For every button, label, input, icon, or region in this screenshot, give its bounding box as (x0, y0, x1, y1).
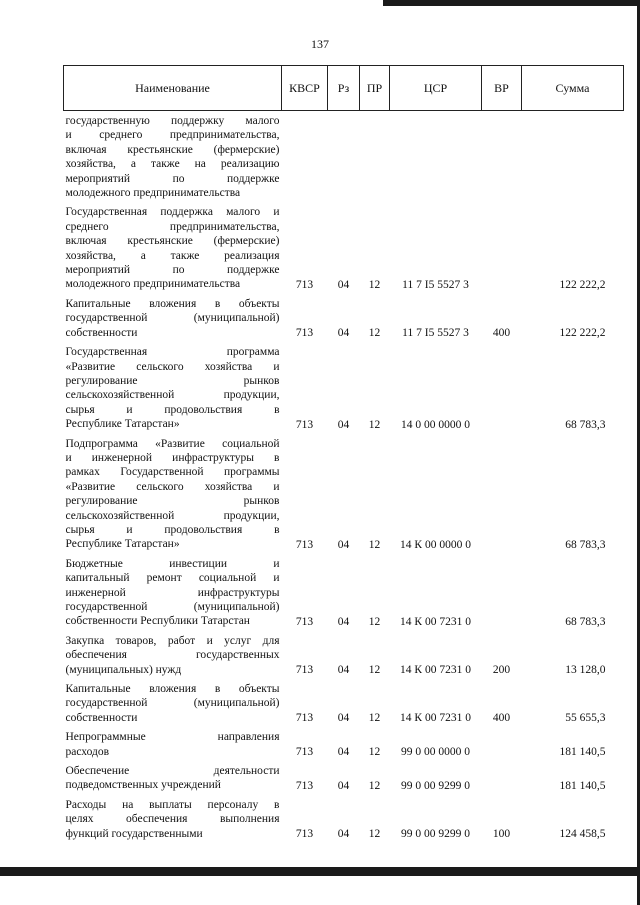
row-name-line: государственной (муниципальной) (65, 697, 280, 710)
row-csr-cell: 99 0 00 9299 0 (401, 828, 470, 841)
row-name-line: собственности (65, 326, 138, 339)
row-kvsr-cell: 713 (295, 712, 314, 725)
row-name-cell (64, 111, 282, 203)
row-name-cell (64, 434, 282, 554)
row-name-line: Государственная программа (65, 346, 280, 359)
row-name-line: «Развитие сельского хозяйства и (65, 480, 280, 493)
row-sum-cell: 122 222,2 (559, 278, 606, 291)
row-name-cell (64, 631, 282, 679)
row-pr-cell: 12 (368, 828, 381, 841)
row-name-line: подведомственных учреждений (65, 779, 221, 792)
table-row (64, 679, 624, 727)
row-name-line: обеспечения государственных (65, 649, 280, 662)
row-name-line: хозяйства, а также на реализацию (65, 158, 280, 171)
row-name-line: Капитальные вложения в объекты (65, 683, 280, 696)
row-name-line: мероприятий по поддержке (65, 264, 280, 277)
row-pr-cell: 12 (368, 746, 381, 759)
row-vr-cell (482, 202, 522, 293)
table-row (64, 554, 624, 631)
row-name-line: Подпрограмма «Развитие социальной (65, 437, 280, 450)
row-csr-cell: 11 7 I5 5527 3 (402, 327, 469, 340)
row-name-line: инженерной инфраструктуры (65, 586, 280, 599)
row-name-line: Государственная поддержка малого и (65, 206, 280, 219)
row-sum-cell: 181 140,5 (559, 746, 606, 759)
table-row (64, 434, 624, 554)
row-name-line: сырья и продовольствия в (65, 523, 280, 536)
row-csr-cell: 14 К 00 7231 0 (400, 664, 471, 677)
row-pr-cell: 12 (368, 538, 381, 551)
row-pr-cell: 12 (368, 712, 381, 725)
row-name-line: Республике Татарстан» (65, 538, 180, 551)
row-sum-cell: 55 655,3 (565, 712, 606, 725)
row-kvsr-cell: 713 (295, 746, 314, 759)
row-name-line: регулирование рынков (65, 495, 280, 508)
row-rz-cell: 04 (337, 278, 350, 291)
row-sum-cell (522, 111, 624, 203)
table-row (64, 795, 624, 843)
row-name-line: Расходы на выплаты персоналу в (65, 798, 280, 811)
row-name-line: молодежного предпринимательства (65, 187, 241, 200)
row-name-line: мероприятий по поддержке (65, 172, 280, 185)
header-sum: Сумма (522, 66, 624, 111)
row-name-line: регулирование рынков (65, 374, 280, 387)
row-pr-cell: 12 (368, 418, 381, 431)
row-vr-cell (482, 434, 522, 554)
row-rz-cell: 04 (337, 746, 350, 759)
row-name-line: включая крестьянские (фермерские) (65, 235, 280, 248)
row-kvsr-cell: 713 (295, 538, 314, 551)
row-csr-cell: 14 К 00 7231 0 (400, 712, 471, 725)
row-csr-cell: 14 К 00 0000 0 (400, 538, 471, 551)
budget-table (63, 65, 624, 843)
row-vr-cell: 200 (492, 664, 511, 677)
row-sum-cell: 68 783,3 (565, 538, 606, 551)
row-vr-cell: 100 (492, 828, 511, 841)
row-name-line: Закупка товаров, работ и услуг для (65, 634, 280, 647)
row-vr-cell: 400 (492, 327, 511, 340)
row-vr-cell (482, 342, 522, 433)
row-pr-cell: 12 (368, 615, 381, 628)
row-name-line: целях обеспечения выполнения (65, 813, 280, 826)
table-header-row (64, 66, 624, 111)
row-name-line: сельскохозяйственной продукции, (65, 389, 280, 402)
row-name-line: среднего предпринимательства, (65, 220, 280, 233)
row-sum-cell: 122 222,2 (559, 327, 606, 340)
row-pr-cell: 12 (368, 278, 381, 291)
row-vr-cell (482, 761, 522, 795)
row-name-line: хозяйства, а также реализация (65, 249, 280, 262)
row-kvsr-cell (282, 111, 328, 203)
header-csr: ЦСР (390, 66, 482, 111)
row-kvsr-cell: 713 (295, 828, 314, 841)
row-rz-cell: 04 (337, 418, 350, 431)
row-kvsr-cell: 713 (295, 278, 314, 291)
header-rz: Рз (328, 66, 360, 111)
row-vr-cell (482, 554, 522, 631)
row-name-line: рамках Государственной программы (65, 466, 280, 479)
row-rz-cell: 04 (337, 779, 350, 792)
row-rz-cell: 04 (337, 828, 350, 841)
row-name-line: сельскохозяйственной продукции, (65, 509, 280, 522)
row-sum-cell: 68 783,3 (565, 418, 606, 431)
row-rz-cell: 04 (337, 664, 350, 677)
row-pr-cell: 12 (368, 327, 381, 340)
table-row (64, 631, 624, 679)
row-name-line: государственной (муниципальной) (65, 312, 280, 325)
table-row (64, 727, 624, 761)
row-rz-cell: 04 (337, 538, 350, 551)
row-name-cell (64, 761, 282, 795)
table-row (64, 761, 624, 795)
row-name-cell (64, 342, 282, 433)
row-rz-cell: 04 (337, 327, 350, 340)
row-name-cell (64, 554, 282, 631)
row-sum-cell: 124 458,5 (559, 828, 606, 841)
table-row (64, 202, 624, 293)
row-name-cell (64, 727, 282, 761)
row-name-cell (64, 795, 282, 843)
table-row (64, 111, 624, 203)
row-vr-cell (482, 111, 522, 203)
row-kvsr-cell: 713 (295, 779, 314, 792)
row-csr-cell: 99 0 00 9299 0 (401, 779, 470, 792)
row-name-line: (муниципальных) нужд (65, 663, 182, 676)
row-kvsr-cell: 713 (295, 327, 314, 340)
row-name-line: Бюджетные инвестиции и (65, 557, 280, 570)
row-name-cell (64, 679, 282, 727)
row-name-line: и среднего предпринимательства, (65, 129, 280, 142)
row-name-line: собственности Республики Татарстан (65, 615, 250, 628)
row-name-line: Обеспечение деятельности (65, 765, 280, 778)
scan-bottom-edge (0, 867, 640, 876)
header-name: Наименование (64, 66, 282, 111)
row-name-line: государственной (муниципальной) (65, 601, 280, 613)
row-rz-cell: 04 (337, 712, 350, 725)
row-csr-cell: 11 7 I5 5527 3 (402, 278, 469, 291)
row-csr-cell (390, 111, 482, 203)
row-csr-cell: 14 К 00 7231 0 (400, 615, 471, 628)
row-name-line: и инженерной инфраструктуры в (65, 451, 280, 464)
row-name-line: «Развитие сельского хозяйства и (65, 360, 280, 373)
table-row (64, 294, 624, 342)
row-csr-cell: 99 0 00 0000 0 (401, 746, 470, 759)
row-name-line: Непрограммные направления (65, 731, 280, 744)
row-name-line: Республике Татарстан» (65, 418, 180, 431)
row-name-line: Капитальные вложения в объекты (65, 297, 280, 310)
row-name-line: собственности (65, 711, 138, 724)
row-sum-cell: 13 128,0 (565, 664, 606, 677)
row-csr-cell: 14 0 00 0000 0 (401, 418, 470, 431)
row-name-line: молодежного предпринимательства (65, 278, 241, 291)
row-name-cell (64, 294, 282, 342)
row-rz-cell (328, 111, 360, 203)
row-pr-cell (360, 111, 390, 203)
row-pr-cell: 12 (368, 664, 381, 677)
row-vr-cell (482, 727, 522, 761)
row-name-line: расходов (65, 745, 110, 758)
row-pr-cell: 12 (368, 779, 381, 792)
table-body (64, 111, 624, 844)
scan-top-edge (383, 0, 640, 6)
row-name-line: включая крестьянские (фермерские) (65, 143, 280, 156)
row-name-cell (64, 202, 282, 293)
row-kvsr-cell: 713 (295, 418, 314, 431)
header-kvsr: КВСР (282, 66, 328, 111)
header-pr: ПР (360, 66, 390, 111)
row-sum-cell: 181 140,5 (559, 779, 606, 792)
row-rz-cell: 04 (337, 615, 350, 628)
row-name-line: капитальный ремонт социальной и (65, 572, 280, 585)
row-vr-cell: 400 (492, 712, 511, 725)
page-number: 137 (311, 37, 329, 51)
row-name-line: функций государственными (65, 827, 203, 840)
table-row (64, 342, 624, 433)
row-name-line: государственную поддержку малого (65, 115, 280, 127)
row-kvsr-cell: 713 (295, 615, 314, 628)
row-kvsr-cell: 713 (295, 664, 314, 677)
row-sum-cell: 68 783,3 (565, 615, 606, 628)
header-vr: ВР (482, 66, 522, 111)
row-name-line: сырья и продовольствия в (65, 403, 280, 416)
